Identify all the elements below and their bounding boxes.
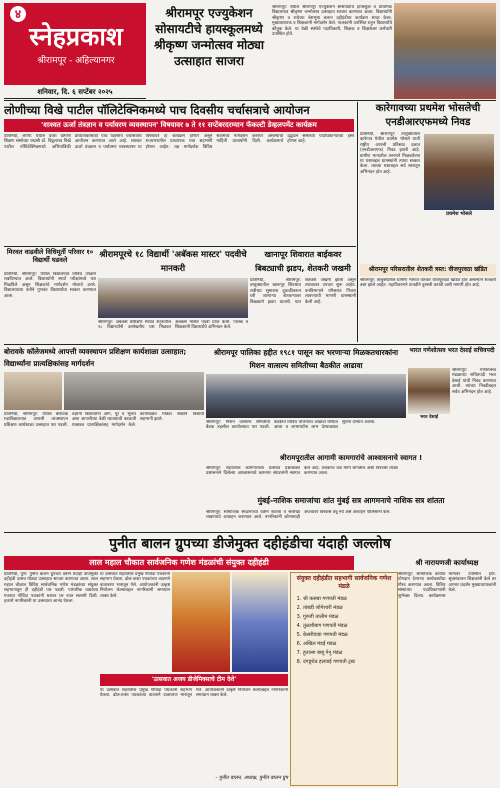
- ad-photo: [394, 3, 496, 99]
- college-photo: [4, 372, 62, 410]
- mandal-list-title: संयुक्त दहीहंडीत सहभागी सार्वजनिक गणेश मंडळे: [296, 575, 392, 590]
- mandal-list-item: 6. अखिल मंडई मंडळ: [303, 640, 397, 649]
- ad-headline: श्रीरामपूर एज्युकेशन सोसायटीचे हायस्कूलमध्ये श्रीकृष्ण जन्मोत्सव मोठ्या उत्साहात साजरा: [154, 6, 264, 68]
- krishna-photo: [232, 572, 288, 672]
- electric-headline: श्रीरामपूर परिसरातील शेतकरी त्रस्त: वीजपुरवठा खंडित: [360, 264, 496, 276]
- lead-divider-vertical: [357, 102, 358, 342]
- bike-body: प्रतिनिधी, श्रीरामपूर: तालुक्यातील खानापूर शिवारात रात्रीच्या सुमारास दुचाकीवरून घरी जाणाऱ्या शेतकऱ्यावर बिबट्याने झडप घातली. यात शेतकरी जखमी झाला असून त्याच्यावर उपचार सुरू आहेत. वनविभागाने परिसरात पिंजरा लावण्याची मागणी ग्रामस्थांनी केली आहे.: [250, 278, 356, 305]
- nominee-headline: भारत गणेशोत्सव भरत देसाई सचिवपदी: [409, 347, 495, 354]
- ganesh-photo: [172, 572, 230, 672]
- bottom-subbanner: लाल महाल चौकात सार्वजनिक गणेश मंडळांची संयुक्त दहीहंडी: [89, 558, 269, 567]
- award-body: प्रतिनिधी, श्रीरामपूर: येथील विद्यालयात विविध उपक्रम राबविण्यात आले. विद्यार्थ्यांनी स्पर्धा परीक्षांमध्ये यश मिळविले असून शिक्षकांचे मार्गदर्शन मोलाचे ठरले. विद्यालयाच्या वतीने गुणवंत विद्यार्थ्यांचा सत्कार करण्यात आला.: [4, 272, 96, 299]
- nominee-body: श्रीरामपूर: गणेशोत्सव मंडळाच्या सचिवपदी भरत देसाई यांची निवड करण्यात आली. त्यांच्या निवडीबद्दल सर्वत्र अभिनंदन होत आहे.: [452, 368, 496, 395]
- mandal-list-item: 5. केसरीवाडा गणपती मंडळ: [303, 631, 397, 640]
- mandal-list-box: [290, 572, 398, 786]
- mandal-list-item: 7. हुतात्मा बाबू गेनू मंडळ: [303, 649, 397, 658]
- nominee-photo: [408, 368, 450, 414]
- college-body: प्रतिनिधी, श्रीरामपूर: येथील बोरावके महाविद्यालयात आपत्ती व्यवस्थापन प्रशिक्षण कार्यशाळा उत्साहात पार पडली. तज्ञांनी विद्यार्थ्यांना आग, पूर व भूकंप अशा आपत्तीच्या वेळी घ्यावयाची काळजी याबाबत प्रात्यक्षिकांसह मार्गदर्शन केले. कार्यशाळेत मोठ्या संख्येने विद्यार्थी सहभागी झाले.: [4, 412, 204, 428]
- abacus-photo: [98, 278, 248, 318]
- bottom-body-mid-2: या उत्सवात शहरातील प्रमुख गोविंदा पथकांनी सहभाग घेतला. ढोल-ताशा पथकांच्या वादनाने वातावरण भारावून गेले. आयोजकांनी उत्कृष्ट नियोजन केल्याबद्दल नागरिकांनी समाधान व्यक्त केले.: [100, 688, 288, 699]
- mid-banner-body: श्रीरामपूर: शहरातील कामगारांच्या प्रलंबित प्रश्नांबाबत प्रशासनाने दिलेल्या आश्वासनाचे कामगार संघटनांनी स्वागत केले आहे. लवकरच प्रश्न मार्गी लागतील असा विश्वास व्यक्त करण्यात आला.: [206, 466, 398, 477]
- mandal-list-item: 2. तांबडी जोगेश्वरी मंडळ: [303, 604, 397, 613]
- lead-headline: लोणीच्या विखे पाटील पॉलिटेक्निकमध्ये पाच दिवसीय चर्चासत्राचे आयोजन: [4, 103, 310, 117]
- mandal-list: [303, 595, 397, 667]
- bike-headline: खानापूर शिवारात बाईकवर बिबट्याची झडप, शेतकरी जखमी: [255, 250, 351, 273]
- center-caption: 'उत्सवात अजय डीजेमिक्साचे टीम देशे': [151, 676, 237, 683]
- edition-name: श्रीरामपूर - अहिल्यानगर: [37, 56, 115, 66]
- nashik-headline: मुंबई-नाशिक समाजांचा शांत मुंबई सत्र आगमनाचे नाशिक सत्र शांतता: [257, 496, 445, 505]
- date-line: शनिवार, दि. ६ सप्टेंबर २०२५: [4, 86, 146, 99]
- electric-body: श्रीरामपूर: तालुक्यातील ग्रामीण भागात वारंवार वीजपुरवठा खंडित होत असल्याने शेतकरी त्रस्त झाले आहेत. महावितरणने तातडीने दुरुस्ती करावी अशी मागणी होत आहे.: [360, 278, 496, 289]
- side-photo: [424, 134, 494, 210]
- college-headline: बोरावके कॉलेजमध्ये आपत्ती व्यवस्थापन प्रशिक्षण कार्यशाळा उत्साहात; विद्यार्थ्यांना प्रात्यक्षिकांसह मार्गदर्शन: [4, 347, 187, 368]
- paper-name: स्नेहप्रकाश: [29, 22, 123, 51]
- nashik-body: श्रीरामपूर: सामाजिक संघटनांच्या वतीने शांतता व सलोखा राखण्याचे आवाहन करण्यात आले. नागरिकांनी कोणत्याही अफवांवर विश्वास ठेवू नये असे आवाहन पोलिसांनी केले.: [206, 510, 391, 521]
- abacus-body: श्रीरामपूर: अबॅकस प्रशिक्षण स्पर्धेत शहरातील १८ विद्यार्थ्यांनी उल्लेखनीय यश मिळवत अबॅकस मास्टर पदवी प्राप्त केली. पालक व शिक्षकांनी विद्यार्थ्यांचे अभिनंदन केले.: [98, 320, 248, 331]
- mandal-list-item: 8. दगडूशेठ हलवाई गणपती ट्रस्ट: [303, 658, 397, 667]
- mandal-list-item: 4. तुळशीबाग गणपती मंडळ: [303, 622, 397, 631]
- bottom-body-mid: या उत्सवात शहरातील प्रमुख गोविंदा पथकांनी सहभाग घेतला. ढोल-ताशा पथकांच्या वादनाने वातावरण भारावून गेले. आयोजकांनी उत्कृष्ट नियोजन केल्याबद्दल नागरिकांनी समाधान व्यक्त केले.: [100, 572, 170, 599]
- side-caption: प्रथमेश भोसले: [446, 211, 472, 217]
- bottom-body-left: प्रतिनिधी, पुणे: पुनीत बालन ग्रुपच्या वतीने यंदाही डीजेमुक्त दहीहंडी उत्सव मोठ्या उत्साहात साजरा करण्यात आला. लाल महाल चौकात विविध सार्वजनिक गणेश मंडळांच्या संयुक्त सहभागातून ही दहीहंडी पार पडली. पारंपरिक वाद्यांच्या गजरात गोविंदा पथकांनी थरावर थर रचत सलामी दिली. हजारो नागरिकांनी या उत्सवाचा आनंद घेतला.: [4, 572, 98, 605]
- masthead: [4, 3, 146, 85]
- photo-caption: - पुनीत बालन, अध्यक्ष, पुनीत बालन ग्रुप: [215, 775, 288, 781]
- loan-headline: श्रीरामपूर पालिका हद्दीत १९८१ पासून कर भरणाऱ्या मिळकतधारकांना मिशन वात्सल्य समितीच्या बैठकीत आढावा: [213, 348, 399, 370]
- bottom-top-rule: [4, 532, 496, 533]
- nominee-caption: भरत देसाई: [420, 415, 438, 420]
- center-caption-bar: [100, 674, 288, 686]
- award-headline: मिरवत वाढवीले विधिमूर्ती परिवार १० विद्यार्थी घडवले: [6, 248, 94, 264]
- lead-subheadline-bar: [4, 119, 354, 132]
- abacus-headline: श्रीरामपूरचे १८ विद्यार्थी 'अबॅकस मास्टर' पदवीचे मानकरी: [99, 250, 247, 274]
- masthead-rule: [4, 100, 496, 101]
- college-photo-2: [64, 372, 204, 410]
- lead-subheadline: 'शाश्वत ऊर्जा तंत्रज्ञान व पर्यावरण व्यवस्थापन' विषयावर ७ ते ११ सप्टेंबरदरम्यान फॅकल्टी डेव्हलपमेंट कार्यक्रम: [41, 121, 317, 129]
- ad-text: श्रीरामपूर: येथील श्रीरामपूर एज्युकेशन सोसायटीचे हायस्कूल व प्राथमिक विद्यालयात श्रीकृष्ण जन्मोत्सव उत्साहात साजरा करण्यात आला. विद्यार्थ्यांनी श्रीकृष्ण व राधेच्या वेशभूषा करून दहीहंडीचा कार्यक्रम सादर केला. मुख्याध्यापक व शिक्षकांनी मार्गदर्शन केले. पालकांनी उपस्थित राहून विद्यार्थ्यांचे कौतुक केले. या वेळी संस्थेचे पदाधिकारी, शिक्षक व शिक्षकेतर कर्मचारी उपस्थित होते.: [272, 5, 392, 38]
- bottom-subbanner-bar: [4, 556, 354, 570]
- side-headline: कारेगावच्या प्रथमेश भोसलेची एनडीआरएफमध्ये निवड: [375, 103, 481, 128]
- mandal-list-item: 1. श्री कसबा गणपती मंडळ: [303, 595, 397, 604]
- lead-bottom-rule: [4, 246, 356, 247]
- issue-number: ४: [10, 6, 26, 22]
- masthead-ad: [148, 3, 496, 99]
- bottom-banner: पुनीत बालन ग्रुपच्या डीजेमुक्त दहीहंडीचा यंदाही जल्लोष: [109, 536, 391, 552]
- lead-body: प्रतिनिधी, लोणी: येथील प्रवरा ग्रामीण शिक्षण संस्थेच्या पद्मश्री डॉ. विठ्ठलराव विखे पाटील पॉलिटेक्निकमध्ये अभियांत्रिकी प्राध्यापकांसाठी पाच दिवसीय चर्चासत्राचे आयोजन करण्यात आले आहे. शाश्वत ऊर्जा तंत्रज्ञान व पर्यावरण व्यवस्थापन या विषयावर हा कार्यक्रम होणार असून राज्यभरातील प्राध्यापक यात सहभागी होणार आहेत. तज्ञ मार्गदर्शक विविध सत्रांमध्ये मार्गदर्शन करणार असल्याची माहिती प्राचार्यांनी दिली. कार्यक्रमाचे उद्घाटन संस्थेच्या पदाधिकाऱ्यांच्या हस्ते होणार आहे.: [4, 134, 354, 150]
- middle-top-rule: [4, 344, 496, 345]
- side-body: प्रतिनिधी, श्रीरामपूर: तालुक्यातील कारेगाव येथील प्रथमेश भोसले याची राष्ट्रीय आपत्ती प्रतिसाद दलात (एनडीआरएफ) निवड झाली आहे. ग्रामीण भागातील तरुणाने मिळवलेल्या या यशाबद्दल ग्रामस्थांनी त्याचा सत्कार केला. त्याच्या यशाबद्दल सर्व स्तरातून अभिनंदन होत आहे.: [360, 132, 420, 175]
- loan-photo: [206, 374, 406, 418]
- mid-banner-headline: श्रीरामपूरातील आगामी कामगारांचे आश्वासनाचे स्वागत !: [279, 454, 423, 462]
- bottom-side-body: श्रीरामपूर: सामाजिक कार्यात योगदान देणाऱ्या कार्यकर्त्यांचा गौरव करण्यात आला. विविध संस्थांच्या पदाधिकाऱ्यांनी शुभेच्छा दिल्या. कार्यक्रमास मान्यवर उपस्थित होते. सूत्रसंचालन शिक्षकांनी केले तर आभार प्रदर्शन मुख्याध्यापकांनी केले.: [398, 572, 496, 599]
- loan-body: श्रीरामपूर: मिशन वात्सल्य समितीची बैठक तहसील कार्यालयात पार पडली. बैठकीत विविध योजनांचा आढावा घेण्यात आला व लाभार्थ्यांना लाभ देण्याबाबत सूचना देण्यात आल्या.: [206, 420, 376, 431]
- mandal-list-item: 3. गुरुजी तालीम मंडळ: [303, 613, 397, 622]
- bottom-side-headline: श्री नारायणजी कार्याध्यक्ष: [415, 559, 479, 567]
